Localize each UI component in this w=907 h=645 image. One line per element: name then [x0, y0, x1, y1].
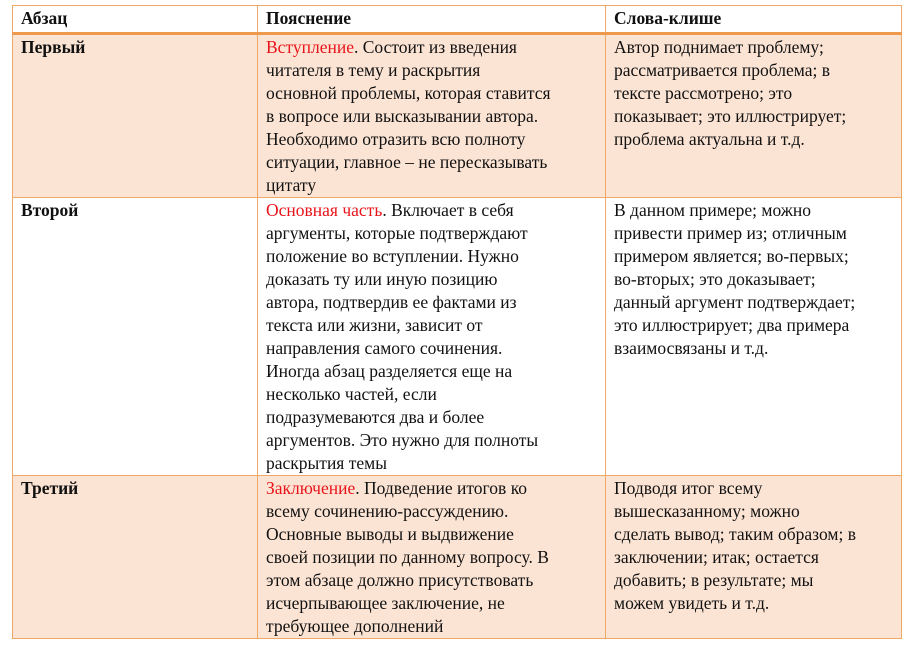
cliche-line: примером является; во-первых;: [614, 246, 849, 266]
paragraph-label: Третий: [21, 478, 79, 498]
cliche-line: тексте рассмотрено; это: [614, 83, 793, 103]
explanation-line: [266, 383, 597, 406]
explanation-text: исчерпывающее заключение, не: [266, 593, 505, 613]
cliches-cell: [606, 198, 902, 476]
cliche-line: Подводя итог всему: [614, 478, 763, 498]
explanation-line: [266, 337, 597, 360]
paragraph-name: [13, 476, 258, 639]
explanation-text: этом абзаце должно присутствовать: [266, 570, 534, 590]
explanation-text: направления самого сочинения.: [266, 338, 503, 358]
explanation-cell: [258, 34, 606, 198]
explanation-line: [266, 429, 597, 452]
cliche-line: привести пример из; отличным: [614, 223, 847, 243]
cliche-line: вышесказанному; можно: [614, 501, 800, 521]
explanation-text: основной проблемы, которая ставится: [266, 83, 551, 103]
header-explanation: Пояснение: [258, 6, 606, 34]
explanation-text: требующее дополнений: [266, 616, 444, 636]
explanation-text: Необходимо отразить всю полноту: [266, 129, 526, 149]
explanation-text: аргументов. Это нужно для полноты: [266, 430, 539, 450]
cliche-line: это иллюстрирует; два примера: [614, 315, 850, 335]
header-row: [13, 6, 902, 34]
explanation-line: [266, 151, 597, 174]
essay-structure-table: [12, 5, 902, 639]
explanation-text: несколько частей, если: [266, 384, 437, 404]
explanation-text: . Включает в себя: [382, 200, 514, 220]
section-term: Заключение: [266, 478, 356, 498]
explanation-line: [266, 291, 597, 314]
cliche-line: данный аргумент подтверждает;: [614, 292, 856, 312]
explanation-line: [266, 105, 597, 128]
explanation-line: [266, 36, 597, 59]
explanation-text: Иногда абзац разделяется еще на: [266, 361, 513, 381]
cliches-cell: [606, 476, 902, 639]
cliche-line: рассматривается проблема; в: [614, 60, 830, 80]
cliche-line: сделать вывод; таким образом; в: [614, 524, 856, 544]
table-row: [13, 34, 902, 198]
explanation-line: [266, 268, 597, 291]
explanation-line: [266, 360, 597, 383]
cliche-line: Автор поднимает проблему;: [614, 37, 824, 57]
explanation-line: [266, 615, 597, 638]
cliche-line: заключении; итак; остается: [614, 547, 819, 567]
explanation-text: в вопросе или высказывании автора.: [266, 106, 539, 126]
explanation-line: [266, 222, 597, 245]
explanation-line: [266, 406, 597, 429]
explanation-text: своей позиции по данному вопросу. В: [266, 547, 549, 567]
header-cliches: Слова-клише: [606, 6, 902, 34]
explanation-line: [266, 452, 597, 475]
cliche-line: добавить; в результате; мы: [614, 570, 814, 590]
explanation-line: [266, 59, 597, 82]
explanation-line: [266, 128, 597, 151]
paragraph-name: [13, 198, 258, 476]
header-paragraph: Абзац: [13, 6, 258, 34]
explanation-text: Основные выводы и выдвижение: [266, 524, 514, 544]
table-row: [13, 476, 902, 639]
explanation-text: автора, подтвердив ее фактами из: [266, 292, 517, 312]
explanation-line: [266, 592, 597, 615]
cliche-line: проблема актуальна и т.д.: [614, 129, 805, 149]
explanation-line: [266, 523, 597, 546]
explanation-line: [266, 199, 597, 222]
explanation-text: всему сочинению-рассуждению.: [266, 501, 509, 521]
explanation-text: доказать ту или иную позицию: [266, 269, 498, 289]
explanation-line: [266, 500, 597, 523]
paragraph-label: Первый: [21, 37, 86, 57]
explanation-text: раскрытия темы: [266, 453, 387, 473]
explanation-text: цитату: [266, 175, 317, 195]
explanation-text: положение во вступлении. Нужно: [266, 246, 519, 266]
cliche-line: взаимосвязаны и т.д.: [614, 338, 769, 358]
cliches-cell: [606, 34, 902, 198]
section-term: Основная часть: [266, 200, 383, 220]
explanation-line: [266, 82, 597, 105]
explanation-line: [266, 245, 597, 268]
explanation-text: читателя в тему и раскрытия: [266, 60, 481, 80]
explanation-line: [266, 314, 597, 337]
explanation-text: подразумеваются два и более: [266, 407, 485, 427]
explanation-text: . Подведение итогов ко: [355, 478, 528, 498]
cliche-line: во-вторых; это доказывает;: [614, 269, 816, 289]
explanation-line: [266, 477, 597, 500]
explanation-line: [266, 546, 597, 569]
explanation-cell: [258, 198, 606, 476]
explanation-text: . Состоит из введения: [353, 37, 517, 57]
cliche-line: можем увидеть и т.д.: [614, 593, 770, 613]
explanation-line: [266, 569, 597, 592]
paragraph-name: [13, 34, 258, 198]
section-term: Вступление: [266, 37, 354, 57]
explanation-text: текста или жизни, зависит от: [266, 315, 483, 335]
cliche-line: В данном примере; можно: [614, 200, 811, 220]
explanation-cell: [258, 476, 606, 639]
explanation-line: [266, 174, 597, 197]
paragraph-label: Второй: [21, 200, 79, 220]
cliche-line: показывает; это иллюстрирует;: [614, 106, 847, 126]
explanation-text: аргументы, которые подтверждают: [266, 223, 528, 243]
explanation-text: ситуации, главное – не пересказывать: [266, 152, 548, 172]
table-row: [13, 198, 902, 476]
